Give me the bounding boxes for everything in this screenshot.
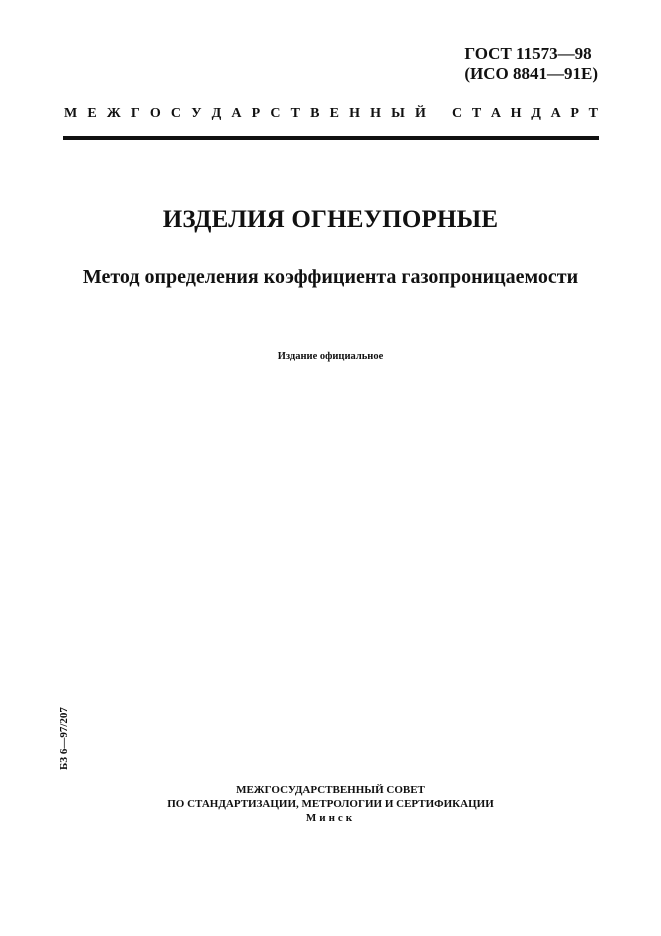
standard-type-word-standard (452, 106, 598, 122)
standard-type-letter: Р (251, 106, 261, 121)
standard-type-letter: Н (510, 106, 522, 121)
publisher-block (0, 783, 661, 825)
standard-type-letter: А (550, 106, 561, 121)
standard-type-letter: Т (290, 106, 300, 121)
standard-type-letter: Н (370, 106, 381, 121)
standard-type-letter: Д (531, 106, 541, 121)
standard-type-letter: С (170, 106, 182, 121)
standard-type-letter: Н (349, 106, 360, 121)
publisher-line-1: МЕЖГОСУДАРСТВЕННЫЙ СОВЕТ (236, 784, 425, 796)
standard-type-heading (64, 106, 598, 122)
standard-type-letter: В (310, 106, 320, 121)
standard-type-letter: Ж (106, 106, 121, 121)
standard-type-word-interstate (64, 106, 426, 122)
edition-note: Издание официальное (277, 351, 384, 362)
standard-type-letter: Е (329, 106, 339, 121)
standard-type-letter: А (490, 106, 501, 121)
header-divider (63, 136, 599, 140)
standard-type-letter: М (64, 106, 78, 121)
publisher-city: Минск (305, 812, 356, 824)
standard-type-letter: Р (570, 106, 579, 121)
standard-type-letter: Й (415, 106, 426, 121)
document-number (464, 44, 598, 84)
standard-type-letter: У (191, 106, 202, 121)
subtitle: Метод определения коэффициента газопроницаемости (82, 266, 579, 288)
standard-type-letter: Т (588, 106, 598, 121)
standard-type-letter: Ы (391, 106, 405, 121)
standard-type-letter: Е (87, 106, 97, 121)
gost-number: ГОСТ 11573—98 (464, 44, 592, 63)
publisher-line-2: ПО СТАНДАРТИЗАЦИИ, МЕТРОЛОГИИ И СЕРТИФИКАЦИИ (167, 798, 494, 810)
standard-type-letter: О (149, 106, 161, 121)
main-title: ИЗДЕЛИЯ ОГНЕУПОРНЫЕ (162, 206, 499, 233)
standard-type-letter: Д (211, 106, 222, 121)
standard-type-letter: Г (130, 106, 140, 121)
standard-type-letter: А (231, 106, 242, 121)
iso-number: (ИСО 8841—91Е) (464, 64, 598, 83)
standard-type-letter: С (270, 106, 281, 121)
standard-type-letter: Т (471, 106, 482, 121)
side-code: БЗ 6—97/207 (58, 707, 70, 770)
standard-type-letter: С (452, 106, 463, 121)
